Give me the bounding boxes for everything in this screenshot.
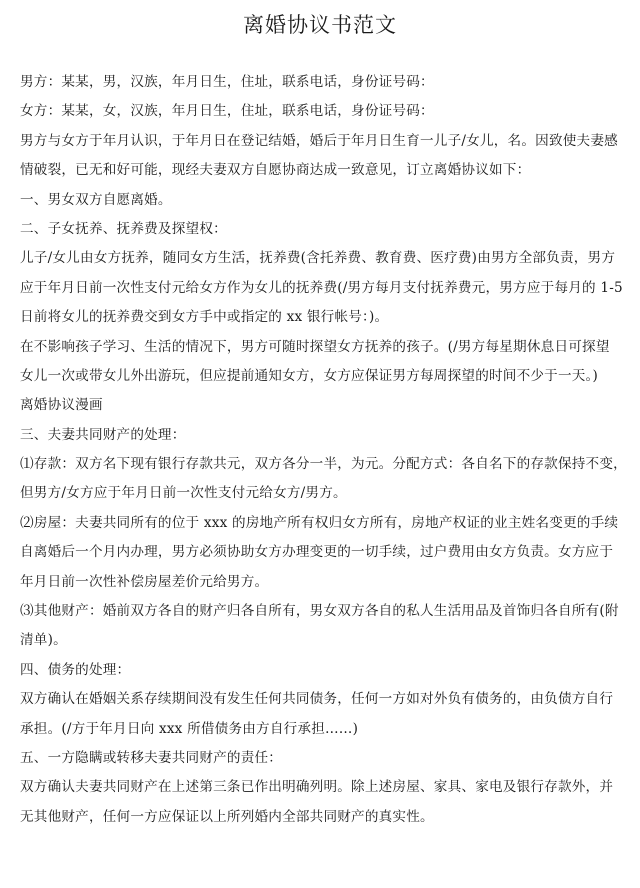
- paragraph-line: 清单)。: [20, 632, 67, 649]
- paragraph-line: 日前将女儿的抚养费交到女方手中或指定的 xx 银行帐号：)。: [20, 309, 389, 326]
- section-heading-3: 三、夫妻共同财产的处理：: [20, 426, 186, 443]
- paragraph-line: 儿子/女儿由女方抚养，随同女方生活，抚养费(含托养费、教育费、医疗费)由男方全部负责，男方: [20, 250, 616, 267]
- section-heading-1: 一、男女双方自愿离婚。: [20, 191, 172, 208]
- paragraph-line: 在不影响孩子学习、生活的情况下，男方可随时探望女方抚养的孩子。(/男方每星期休息日可探望: [20, 338, 610, 355]
- preamble-line: 情破裂，已无和好可能，现经夫妻双方自愿协商达成一致意见，订立离婚协议如下：: [20, 162, 531, 179]
- paragraph-line: ⑴存款：双方名下现有银行存款共元，双方各分一半，为元。分配方式：各自名下的存款保持不变，: [20, 456, 627, 473]
- caption-line: 离婚协议漫画: [20, 397, 103, 414]
- paragraph-line: ⑵房屋：夫妻共同所有的位于 xxx 的房地产所有权归女方所有，房地产权证的业主姓名变更的手续: [20, 514, 619, 531]
- document-title: 离婚协议书范文: [243, 13, 397, 37]
- preamble-line: 男方与女方于年月认识，于年月日在登记结婚，婚后于年月日生育一儿子/女儿，名。因致使夫妻感: [20, 132, 618, 149]
- paragraph-line: 自离婚后一个月内办理，男方必须协助女方办理变更的一切手续，过户费用由女方负责。女方应于: [20, 544, 614, 561]
- paragraph-line: 双方确认在婚姻关系存续期间没有发生任何共同债务，任何一方如对外负有债务的，由负债方自行: [20, 691, 614, 708]
- paragraph-line: 双方确认夫妻共同财产在上述第三条已作出明确列明。除上述房屋、家具、家电及银行存款外，并: [20, 779, 614, 796]
- paragraph-line: 承担。(/方于年月日向 xxx 所借债务由方自行承担……): [20, 720, 359, 737]
- paragraph-line: 无其他财产，任何一方应保证以上所列婚内全部共同财产的真实性。: [20, 808, 434, 825]
- paragraph-line: 女儿一次或带女儿外出游玩，但应提前通知女方，女方应保证男方每周探望的时间不少于一天。): [20, 367, 599, 384]
- paragraph-line: ⑶其他财产：婚前双方各自的财产归各自所有，男女双方各自的私人生活用品及首饰归各自所有(附: [20, 603, 619, 620]
- document-body: [20, 68, 627, 832]
- paragraph-line: 应于年月日前一次性支付元给女方作为女儿的抚养费(/男方每月支付抚养费元，男方应于每月的 1-5: [20, 279, 623, 296]
- section-heading-2: 二、子女抚养、抚养费及探望权：: [20, 220, 227, 237]
- paragraph-line: 但男方/女方应于年月日前一次性支付元给女方/男方。: [20, 485, 347, 502]
- party-female-line: 女方：某某，女，汉族，年月日生，住址，联系电话，身份证号码：: [20, 103, 434, 120]
- section-heading-5: 五、一方隐瞒或转移夫妻共同财产的责任：: [20, 749, 283, 766]
- section-heading-4: 四、债务的处理：: [20, 661, 131, 678]
- paragraph-line: 年月日前一次性补偿房屋差价元给男方。: [20, 573, 269, 590]
- party-male-line: 男方：某某，男，汉族，年月日生，住址，联系电话，身份证号码：: [20, 74, 434, 90]
